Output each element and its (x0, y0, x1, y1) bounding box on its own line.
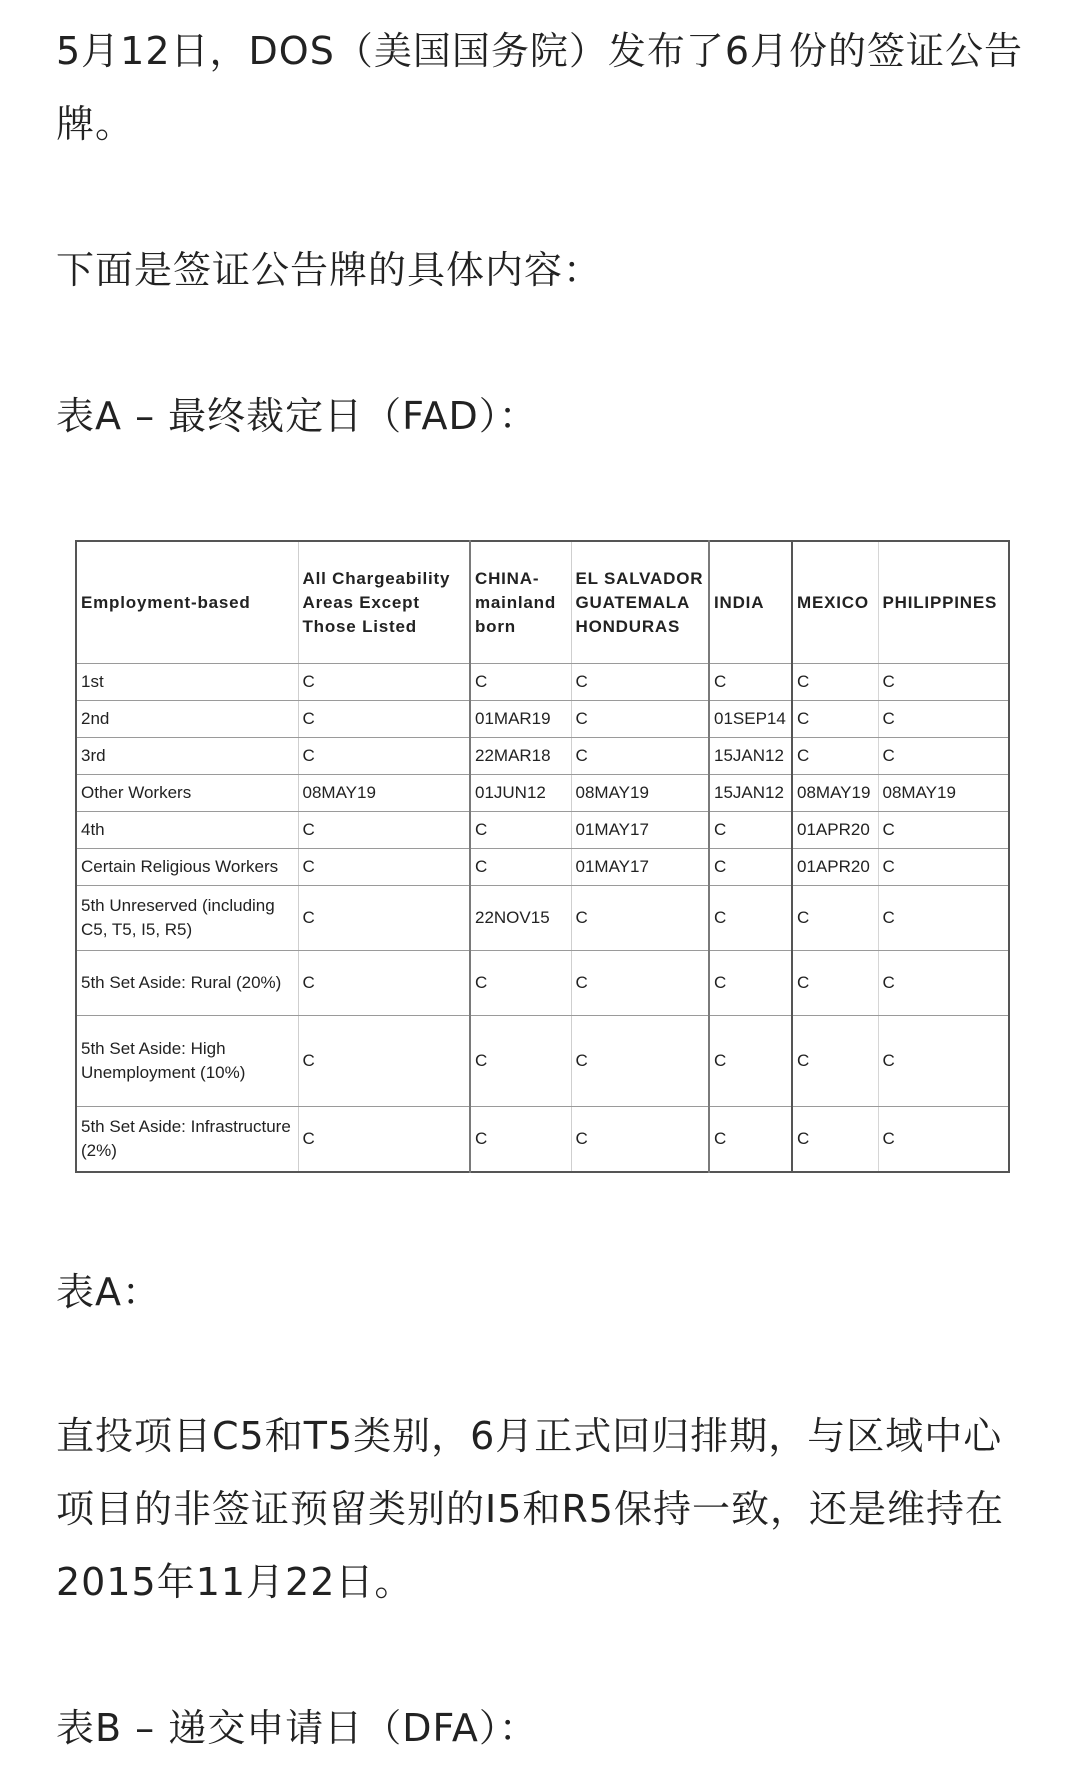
cell-all: C (298, 664, 470, 701)
table-row (76, 775, 1009, 812)
row-category: Other Workers (76, 775, 298, 812)
cell-india: C (709, 886, 792, 951)
subtitle-paragraph: 下面是签证公告牌的具体内容： (56, 248, 603, 292)
cell-mexico: C (792, 886, 878, 951)
cell-el-salvador: C (571, 886, 709, 951)
cell-philippines: C (878, 1016, 1009, 1107)
table-a-label: 表A： (56, 1270, 161, 1314)
row-category: 2nd (76, 701, 298, 738)
table-row (76, 701, 1009, 738)
table-row (76, 1016, 1009, 1107)
cell-philippines: C (878, 738, 1009, 775)
cell-china: 01MAR19 (470, 701, 571, 738)
row-category: 5th Unreserved (including C5, T5, I5, R5) (76, 886, 298, 951)
table-row (76, 1107, 1009, 1173)
cell-india: C (709, 1107, 792, 1173)
cell-mexico: C (792, 951, 878, 1016)
table-row (76, 738, 1009, 775)
cell-el-salvador: C (571, 951, 709, 1016)
cell-india: C (709, 664, 792, 701)
row-category: 5th Set Aside: Rural (20%) (76, 951, 298, 1016)
cell-china: C (470, 1016, 571, 1107)
cell-philippines: C (878, 701, 1009, 738)
table-header-row (76, 541, 1009, 664)
cell-philippines: 08MAY19 (878, 775, 1009, 812)
cell-mexico: 01APR20 (792, 849, 878, 886)
cell-mexico: 01APR20 (792, 812, 878, 849)
cell-india: 15JAN12 (709, 775, 792, 812)
cell-china: 01JUN12 (470, 775, 571, 812)
cell-el-salvador: C (571, 738, 709, 775)
row-category: 1st (76, 664, 298, 701)
cell-all: C (298, 738, 470, 775)
cell-philippines: C (878, 849, 1009, 886)
cell-india: C (709, 1016, 792, 1107)
cell-all: C (298, 886, 470, 951)
cell-india: 15JAN12 (709, 738, 792, 775)
header-philippines: PHILIPPINES (878, 541, 1009, 664)
cell-mexico: C (792, 1107, 878, 1173)
table-b-title: 表B – 递交申请日（DFA）： (56, 1706, 538, 1750)
table-a-title: 表A – 最终裁定日（FAD）： (56, 394, 538, 438)
cell-china: 22NOV15 (470, 886, 571, 951)
row-category: Certain Religious Workers (76, 849, 298, 886)
cell-india: C (709, 812, 792, 849)
cell-el-salvador: C (571, 1016, 709, 1107)
header-el-salvador: EL SALVADOR GUATEMALA HONDURAS (571, 541, 709, 664)
cell-all: C (298, 1016, 470, 1107)
cell-all: C (298, 1107, 470, 1173)
cell-philippines: C (878, 812, 1009, 849)
cell-all: C (298, 951, 470, 1016)
cell-mexico: C (792, 738, 878, 775)
cell-el-salvador: 01MAY17 (571, 849, 709, 886)
cell-india: 01SEP14 (709, 701, 792, 738)
cell-mexico: C (792, 664, 878, 701)
header-china: CHINA-mainland born (470, 541, 571, 664)
cell-philippines: C (878, 886, 1009, 951)
row-category: 4th (76, 812, 298, 849)
table-row (76, 664, 1009, 701)
cell-philippines: C (878, 951, 1009, 1016)
cell-china: C (470, 1107, 571, 1173)
cell-china: C (470, 664, 571, 701)
cell-el-salvador: C (571, 1107, 709, 1173)
cell-philippines: C (878, 1107, 1009, 1173)
row-category: 3rd (76, 738, 298, 775)
table-row (76, 886, 1009, 951)
visa-bulletin-table-a-container (75, 540, 1008, 1173)
cell-all: C (298, 812, 470, 849)
header-all-chargeability: All Chargeability Areas Except Those Listed (298, 541, 470, 664)
cell-china: C (470, 849, 571, 886)
table-row (76, 812, 1009, 849)
cell-india: C (709, 951, 792, 1016)
cell-el-salvador: C (571, 701, 709, 738)
cell-china: 22MAR18 (470, 738, 571, 775)
header-india: INDIA (709, 541, 792, 664)
cell-all: 08MAY19 (298, 775, 470, 812)
cell-mexico: 08MAY19 (792, 775, 878, 812)
cell-el-salvador: 01MAY17 (571, 812, 709, 849)
cell-el-salvador: 08MAY19 (571, 775, 709, 812)
header-employment-based: Employment-based (76, 541, 298, 664)
cell-philippines: C (878, 664, 1009, 701)
visa-bulletin-table-a (75, 540, 1010, 1173)
table-row (76, 849, 1009, 886)
cell-all: C (298, 849, 470, 886)
row-category: 5th Set Aside: High Unemployment (10%) (76, 1016, 298, 1107)
cell-mexico: C (792, 701, 878, 738)
header-mexico: MEXICO (792, 541, 878, 664)
cell-el-salvador: C (571, 664, 709, 701)
intro-paragraph: 5月12日，DOS（美国国务院）发布了6月份的签证公告牌。 (56, 29, 1024, 146)
cell-mexico: C (792, 1016, 878, 1107)
cell-china: C (470, 812, 571, 849)
row-category: 5th Set Aside: Infrastructure (2%) (76, 1107, 298, 1173)
table-row (76, 951, 1009, 1016)
cell-china: C (470, 951, 571, 1016)
cell-all: C (298, 701, 470, 738)
cell-india: C (709, 849, 792, 886)
c5-t5-note-paragraph: 直投项目C5和T5类别，6月正式回归排期，与区域中心项目的非签证预留类别的I5和R5保持一致，还是维持在2015年11月22日。 (56, 1414, 1004, 1604)
